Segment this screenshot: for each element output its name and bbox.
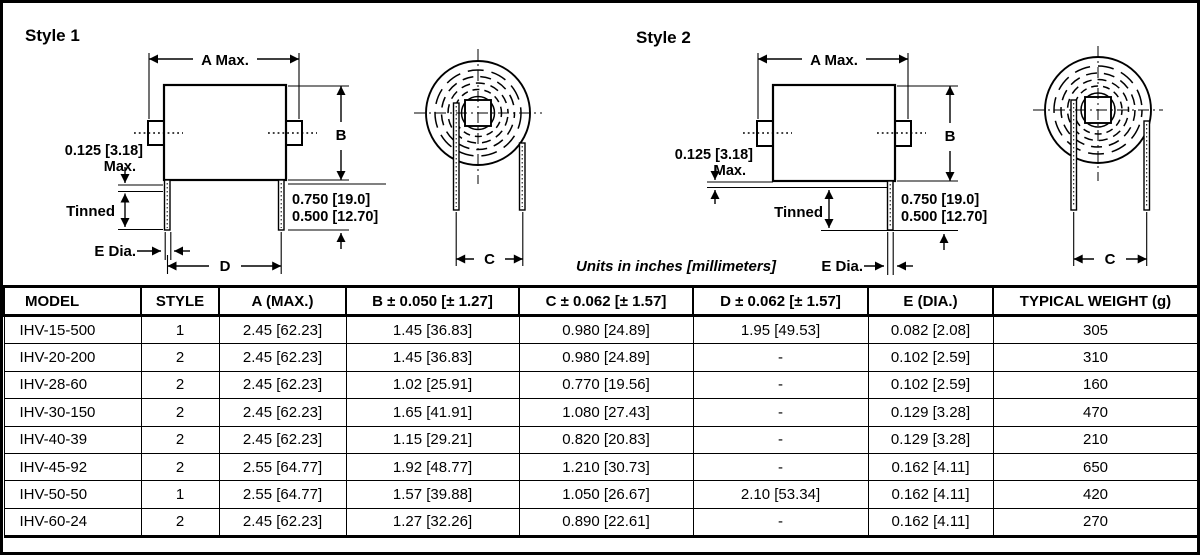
table-cell: 470 <box>993 399 1198 426</box>
table-cell: 2 <box>141 371 219 398</box>
units-note: Units in inches [millimeters] <box>576 258 777 275</box>
table-row <box>4 371 1198 398</box>
table-cell: 650 <box>993 453 1198 480</box>
table-row <box>4 426 1198 453</box>
table-cell: 1 <box>141 481 219 508</box>
table-cell: 210 <box>993 426 1198 453</box>
style2-b-label: B <box>944 128 956 145</box>
style1-title: Style 1 <box>25 26 80 45</box>
table-cell: 1.45 [36.83] <box>346 344 519 371</box>
table-cell: 2.45 [62.23] <box>219 508 346 536</box>
table-cell: 1.02 [25.91] <box>346 371 519 398</box>
table-cell: 2.45 [62.23] <box>219 316 346 344</box>
table-cell: 0.162 [4.11] <box>868 481 993 508</box>
table-cell: 2.55 [64.77] <box>219 481 346 508</box>
table-cell: 2 <box>141 453 219 480</box>
table-cell: IHV-30-150 <box>4 399 141 426</box>
table-cell: 1.45 [36.83] <box>346 316 519 344</box>
table-cell: IHV-60-24 <box>4 508 141 536</box>
table-cell: 1 <box>141 316 219 344</box>
table-cell: - <box>693 371 868 398</box>
table-cell: IHV-40-39 <box>4 426 141 453</box>
dimension-drawing-svg <box>3 3 1197 285</box>
table-cell: 0.102 [2.59] <box>868 371 993 398</box>
table-cell: 0.980 [24.89] <box>519 344 693 371</box>
table-cell: 1.080 [27.43] <box>519 399 693 426</box>
style1-coil-right-lead <box>520 143 526 210</box>
table-row <box>4 453 1198 480</box>
style2-tinned-label: Tinned <box>774 204 823 221</box>
style2-side-view <box>636 28 987 275</box>
style2-lead-length-min: 0.500 [12.70] <box>901 209 988 225</box>
table-cell: 0.129 [3.28] <box>868 399 993 426</box>
table-cell: 160 <box>993 371 1198 398</box>
table-cell: IHV-15-500 <box>4 316 141 344</box>
table-cell: 420 <box>993 481 1198 508</box>
table-cell: 2 <box>141 426 219 453</box>
column-header: STYLE <box>141 287 219 316</box>
table-cell: 2 <box>141 344 219 371</box>
mechanical-drawings <box>3 3 1197 285</box>
table-cell: 2.55 [64.77] <box>219 453 346 480</box>
style1-lead-length-min: 0.500 [12.70] <box>292 209 379 225</box>
table-cell: IHV-50-50 <box>4 481 141 508</box>
table-cell: 0.082 [2.08] <box>868 316 993 344</box>
table-cell: 2.45 [62.23] <box>219 399 346 426</box>
style2-lead-length-max: 0.750 [19.0] <box>901 192 980 208</box>
table-cell: 0.980 [24.89] <box>519 316 693 344</box>
table-row <box>4 508 1198 536</box>
table-cell: - <box>693 399 868 426</box>
table-cell: 0.770 [19.56] <box>519 371 693 398</box>
table-cell: 1.57 [39.88] <box>346 481 519 508</box>
column-header: B ± 0.050 [± 1.27] <box>346 287 519 316</box>
style1-b-label: B <box>335 127 347 144</box>
table-cell: 1.65 [41.91] <box>346 399 519 426</box>
table-cell: 1.050 [26.67] <box>519 481 693 508</box>
table-cell: 2.45 [62.23] <box>219 344 346 371</box>
table-cell: 2 <box>141 508 219 536</box>
table-cell: 0.102 [2.59] <box>868 344 993 371</box>
table-cell: 0.162 [4.11] <box>868 453 993 480</box>
table-cell: 310 <box>993 344 1198 371</box>
table-cell: 1.95 [49.53] <box>693 316 868 344</box>
spec-table <box>3 285 1199 538</box>
table-row <box>4 399 1198 426</box>
style2-e-dia-label: E Dia. <box>821 258 863 275</box>
column-header: C ± 0.062 [± 1.57] <box>519 287 693 316</box>
table-cell: 2.10 [53.34] <box>693 481 868 508</box>
table-cell: 1.92 [48.77] <box>346 453 519 480</box>
table-row <box>4 316 1198 344</box>
table-cell: - <box>693 508 868 536</box>
table-cell: IHV-45-92 <box>4 453 141 480</box>
table-cell: 1.210 [30.73] <box>519 453 693 480</box>
column-header: D ± 0.062 [± 1.57] <box>693 287 868 316</box>
style2-top-view <box>1033 46 1163 268</box>
table-cell: IHV-28-60 <box>4 371 141 398</box>
style2-a-max-label: A Max. <box>810 52 858 69</box>
table-cell: - <box>693 344 868 371</box>
table-cell: 1.15 [29.21] <box>346 426 519 453</box>
style1-a-max-label: A Max. <box>201 52 249 69</box>
style1-d-label: D <box>219 258 231 275</box>
table-row <box>4 344 1198 371</box>
style1-side-view <box>25 26 386 275</box>
column-header: E (DIA.) <box>868 287 993 316</box>
table-cell: 2 <box>141 399 219 426</box>
style2-c-label: C <box>1104 251 1116 268</box>
style1-top-view <box>414 49 542 268</box>
style1-standoff-value: 0.125 [3.18] <box>64 143 143 159</box>
spec-table-body <box>4 316 1198 537</box>
style2-left-tab <box>757 121 773 146</box>
table-cell: 0.890 [22.61] <box>519 508 693 536</box>
style2-standoff-qualifier: Max. <box>713 163 746 179</box>
column-header: TYPICAL WEIGHT (g) <box>993 287 1198 316</box>
table-cell: 270 <box>993 508 1198 536</box>
table-cell: 1.27 [32.26] <box>346 508 519 536</box>
style2-title: Style 2 <box>636 28 691 47</box>
style1-e-dia-label: E Dia. <box>94 243 136 260</box>
table-cell: 0.129 [3.28] <box>868 426 993 453</box>
style1-tinned-label: Tinned <box>66 203 115 220</box>
table-cell: 2.45 [62.23] <box>219 426 346 453</box>
style1-left-tab <box>148 121 164 145</box>
table-header-row <box>4 287 1198 316</box>
column-header: MODEL <box>4 287 141 316</box>
column-header: A (MAX.) <box>219 287 346 316</box>
table-cell: 2.45 [62.23] <box>219 371 346 398</box>
table-cell: - <box>693 453 868 480</box>
style1-lead-length-max: 0.750 [19.0] <box>292 192 371 208</box>
table-cell: IHV-20-200 <box>4 344 141 371</box>
style2-standoff-value: 0.125 [3.18] <box>674 147 753 163</box>
table-cell: - <box>693 426 868 453</box>
table-cell: 0.820 [20.83] <box>519 426 693 453</box>
table-cell: 0.162 [4.11] <box>868 508 993 536</box>
style1-c-label: C <box>484 251 495 268</box>
table-cell: 305 <box>993 316 1198 344</box>
table-row <box>4 481 1198 508</box>
style1-standoff-qualifier: Max. <box>103 159 136 175</box>
